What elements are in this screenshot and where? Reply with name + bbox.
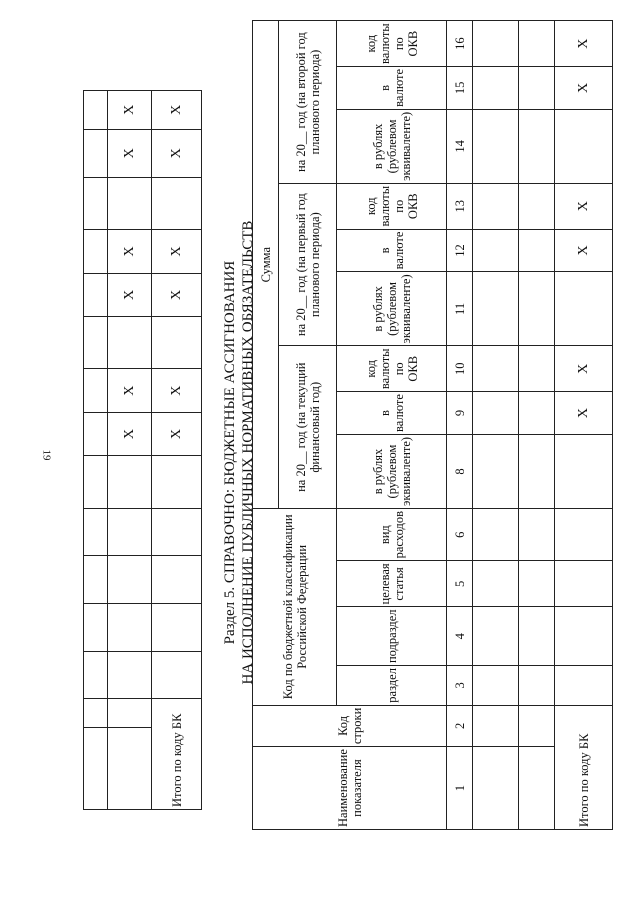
col-number: 9	[447, 392, 473, 435]
cross-mark: X	[152, 91, 202, 130]
header-razdel: раздел	[337, 666, 447, 706]
cross-mark: X	[555, 21, 613, 67]
main-table	[252, 20, 613, 830]
cross-mark: X	[152, 412, 202, 455]
header-podrazdel: подраздел	[337, 607, 447, 666]
cross-mark: X	[555, 183, 613, 229]
total-label: Итого по коду БК	[555, 705, 613, 829]
col-number: 8	[447, 434, 473, 508]
table-row	[152, 91, 202, 810]
header-val: в валюте	[337, 392, 447, 435]
header-name: Наименование показателя	[253, 747, 447, 830]
header-val: в валюте	[337, 66, 447, 109]
col-number: 1	[447, 747, 473, 830]
header-year-first: на 20__ год (на первый год планового периода)	[279, 183, 337, 346]
header-celevaya: целевая статья	[337, 561, 447, 607]
header-code: Код строки	[253, 705, 447, 746]
header-okv: код валюты по ОКВ	[337, 346, 447, 392]
header-rub: в рублях (рублевом эквиваленте)	[337, 109, 447, 183]
cross-mark: X	[152, 369, 202, 412]
cross-mark: X	[555, 392, 613, 435]
col-number: 3	[447, 666, 473, 706]
cross-mark: X	[555, 66, 613, 109]
header-row	[253, 21, 279, 830]
cross-mark: X	[152, 273, 202, 316]
col-number: 4	[447, 607, 473, 666]
table-row	[84, 91, 108, 810]
col-number: 14	[447, 109, 473, 183]
cross-mark: X	[555, 346, 613, 392]
page-number: 19	[40, 449, 53, 461]
col-number: 13	[447, 183, 473, 229]
table-row	[108, 91, 152, 810]
header-rub: в рублях (рублевом эквиваленте)	[337, 434, 447, 508]
header-val: в валюте	[337, 229, 447, 272]
header-sum: Сумма	[253, 21, 279, 509]
cross-mark: X	[152, 230, 202, 273]
cross-mark: X	[152, 129, 202, 177]
col-number: 15	[447, 66, 473, 109]
header-okv: код валюты по ОКВ	[337, 183, 447, 229]
cross-mark: X	[108, 273, 152, 316]
col-number: 12	[447, 229, 473, 272]
col-number: 2	[447, 705, 473, 746]
cross-mark: X	[108, 91, 152, 130]
col-number: 5	[447, 561, 473, 607]
cross-mark: X	[108, 129, 152, 177]
col-number: 10	[447, 346, 473, 392]
section-title: Раздел 5. СПРАВОЧНО: БЮДЖЕТНЫЕ АССИГНОВАНИЯ	[222, 260, 238, 645]
col-number: 16	[447, 21, 473, 67]
section-subtitle: НА ИСПОЛНЕНИЕ ПУБЛИЧНЫХ НОРМАТИВНЫХ ОБЯЗАТЕЛЬСТВ	[240, 220, 256, 685]
table-row	[519, 21, 555, 830]
col-number: 6	[447, 509, 473, 561]
header-vid: вид расходов	[337, 509, 447, 561]
total-label: Итого по коду БК	[152, 699, 202, 810]
header-okv: код валюты по ОКВ	[337, 21, 447, 67]
header-year-second: на 20__ год (на второй год планового периода)	[279, 21, 337, 184]
cross-mark: X	[108, 412, 152, 455]
total-row	[555, 21, 613, 830]
table-row	[473, 21, 519, 830]
column-numbers-row	[447, 21, 473, 830]
col-number: 11	[447, 272, 473, 346]
cross-mark: X	[108, 230, 152, 273]
header-bk: Код по бюджетной классификации Российской Федерации	[253, 509, 337, 706]
cross-mark: X	[555, 229, 613, 272]
header-year-current: на 20__ год (на текущий финансовый год)	[279, 346, 337, 509]
cross-mark: X	[108, 369, 152, 412]
top-table	[83, 90, 202, 810]
header-rub: в рублях (рублевом эквиваленте)	[337, 272, 447, 346]
